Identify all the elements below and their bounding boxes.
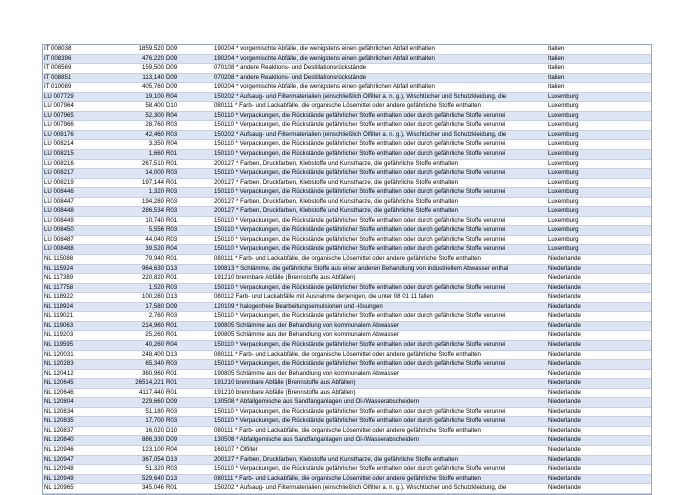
cell-amount: 367,054 <box>141 455 164 463</box>
cell-waste-description: 150110 * Verpackungen, die Rückstände gefährlicher Stoffe enthalten oder durch gefährliche Stoffe verunrei <box>214 216 506 224</box>
cell-waste-description: 150110 * Verpackungen, die Rückstände gefährlicher Stoffe enthalten oder durch gefährliche Stoffe verunrei <box>214 407 506 415</box>
cell-country: Niederlande <box>548 283 581 291</box>
cell-waste-description: 200127 * Farben, Druckfarben, Klebstoffe und Kunstharze, die gefährliche Stoffe enthalten <box>214 207 459 215</box>
table-row <box>43 255 651 265</box>
waste-shipment-table <box>42 44 652 495</box>
cell-notification-id: NL 119063 <box>44 321 74 329</box>
cell-waste-description: 130508 * Abfallgemische aus Sandfanganlagen und Öl-/Wasserabscheidern <box>214 398 420 406</box>
cell-notification-id: NL 120835 <box>44 417 74 425</box>
cell-notification-id: IT 010089 <box>44 83 72 91</box>
cell-country: Niederlande <box>548 274 581 282</box>
table-row <box>43 226 651 236</box>
cell-notification-id: NL 120283 <box>44 360 74 368</box>
cell-waste-description: 200127 * Farben, Druckfarben, Klebstoffe und Kunstharze, die gefährliche Stoffe enthalten <box>214 455 459 463</box>
cell-notification-id: NL 120837 <box>44 426 74 434</box>
cell-waste-description: 200127 * Farben, Druckfarben, Klebstoffe und Kunstharze, die gefährliche Stoffe enthalten <box>214 159 459 167</box>
cell-notification-id: NL 120646 <box>44 388 74 396</box>
table-row <box>43 188 651 198</box>
cell-amount: 113,140 <box>142 73 164 81</box>
cell-treatment-code: R01 <box>166 321 178 329</box>
cell-treatment-code: D13 <box>166 264 178 272</box>
cell-treatment-code: R01 <box>166 150 178 158</box>
cell-country: Luxemburg <box>548 178 579 186</box>
cell-waste-description: 080111 * Farb- und Lackabfälle, die organische Lösemittel oder andere gefährliche Stoffe enthalten <box>214 474 481 482</box>
cell-amount: 42,460 <box>145 130 164 138</box>
cell-notification-id: LU 008447 <box>44 197 74 205</box>
cell-notification-id: IT 008569 <box>44 64 72 72</box>
cell-waste-description: 150110 * Verpackungen, die Rückstände gefährlicher Stoffe enthalten oder durch gefährliche Stoffe verunrei <box>214 312 506 320</box>
cell-notification-id: LU 007965 <box>44 111 74 119</box>
cell-treatment-code: R03 <box>166 417 178 425</box>
cell-waste-description: 150110 * Verpackungen, die Rückstände gefährlicher Stoffe enthalten oder durch gefährliche Stoffe verunrei <box>214 140 506 148</box>
cell-treatment-code: R03 <box>166 465 178 473</box>
table-row <box>43 446 651 456</box>
cell-notification-id: LU 008215 <box>44 150 74 158</box>
cell-amount: 229,660 <box>141 398 164 406</box>
cell-country: Luxemburg <box>548 102 579 110</box>
cell-waste-description: 130508 * Abfallgemische aus Sandfanganlagen und Öl-/Wasserabscheidern <box>214 436 420 444</box>
cell-amount: 267,510 <box>141 159 164 167</box>
cell-country: Niederlande <box>548 465 581 473</box>
cell-notification-id: LU 007964 <box>44 102 74 110</box>
cell-treatment-code: R03 <box>166 235 178 243</box>
cell-amount: 100,280 <box>141 293 164 301</box>
cell-notification-id: LU 008450 <box>44 226 74 234</box>
cell-amount: 197,144 <box>141 178 164 186</box>
cell-waste-description: 200127 * Farben, Druckfarben, Klebstoffe und Kunstharze, die gefährliche Stoffe enthalten <box>214 197 459 205</box>
cell-waste-description: 150110 * Verpackungen, die Rückstände gefährlicher Stoffe enthalten oder durch gefährliche Stoffe verunrei <box>214 169 506 177</box>
table-row <box>43 245 651 255</box>
cell-amount: 2,760 <box>148 312 164 320</box>
cell-amount: 51,320 <box>145 465 164 473</box>
cell-notification-id: LU 008214 <box>44 140 74 148</box>
cell-waste-description: 150202 * Aufsaug- und Filtermaterialien (einschließlich Ölfilter a. n. g.), Wischtücher und Schutzkleidung, die <box>214 484 507 492</box>
table-row <box>43 265 651 275</box>
cell-country: Niederlande <box>548 455 581 463</box>
cell-treatment-code: R03 <box>166 407 178 415</box>
cell-waste-description: 190805 Schlämme aus der Behandlung von kommunalem Abwasser <box>214 321 399 329</box>
table-row <box>43 217 651 227</box>
cell-amount: 52,300 <box>145 111 164 119</box>
table-row <box>43 198 651 208</box>
cell-notification-id: NL 119203 <box>44 331 74 339</box>
cell-amount: 58,400 <box>145 102 164 110</box>
cell-treatment-code: R01 <box>166 216 178 224</box>
table-row <box>43 140 651 150</box>
cell-country: Italien <box>548 83 565 91</box>
cell-treatment-code: R03 <box>166 226 178 234</box>
cell-amount: 3,350 <box>148 140 164 148</box>
cell-waste-description: 150110 * Verpackungen, die Rückstände gefährlicher Stoffe enthalten oder durch gefährliche Stoffe verunrei <box>214 188 506 196</box>
cell-country: Niederlande <box>548 369 581 377</box>
cell-treatment-code: R03 <box>166 207 178 215</box>
cell-treatment-code: R03 <box>166 360 178 368</box>
cell-treatment-code: R04 <box>166 245 178 253</box>
cell-amount: 79,940 <box>145 255 164 263</box>
cell-amount: 25,260 <box>145 331 164 339</box>
cell-waste-description: 150110 * Verpackungen, die Rückstände gefährlicher Stoffe enthalten oder durch gefährliche Stoffe verunrei <box>214 150 506 158</box>
table-row <box>43 55 651 65</box>
cell-notification-id: LU 008487 <box>44 235 74 243</box>
cell-country: Niederlande <box>548 321 581 329</box>
cell-notification-id: NL 117758 <box>44 283 74 291</box>
cell-amount: 886,330 <box>141 436 164 444</box>
table-row <box>43 370 651 380</box>
cell-country: Niederlande <box>548 436 581 444</box>
cell-waste-description: 191210 brennbare Abfälle (Brennstoffe aus Abfällen) <box>214 379 356 387</box>
cell-treatment-code: R01 <box>166 369 178 377</box>
cell-notification-id: NL 120948 <box>44 465 74 473</box>
cell-amount: 10,740 <box>145 216 164 224</box>
cell-treatment-code: R04 <box>166 340 178 348</box>
cell-notification-id: NL 119021 <box>44 312 74 320</box>
table-row <box>43 417 651 427</box>
cell-country: Niederlande <box>548 388 581 396</box>
table-row <box>43 64 651 74</box>
table-row <box>43 274 651 284</box>
cell-treatment-code: R01 <box>166 484 178 492</box>
cell-notification-id: LU 008446 <box>44 188 74 196</box>
cell-waste-description: 070208 * andere Reaktions- und Destillationsrückstände <box>214 73 367 81</box>
table-row <box>43 351 651 361</box>
cell-amount: 214,960 <box>141 321 164 329</box>
cell-treatment-code: R01 <box>166 274 178 282</box>
cell-treatment-code: R01 <box>166 331 178 339</box>
cell-treatment-code: D10 <box>166 102 178 110</box>
cell-notification-id: LU 007966 <box>44 121 74 129</box>
cell-country: Luxemburg <box>548 235 579 243</box>
cell-treatment-code: R03 <box>166 188 178 196</box>
cell-amount: 28,760 <box>145 121 164 129</box>
cell-treatment-code: R01 <box>166 388 178 396</box>
cell-notification-id: NL 120965 <box>44 484 74 492</box>
cell-amount: 26514,221 <box>135 379 164 387</box>
cell-notification-id: NL 120031 <box>44 350 74 358</box>
cell-country: Niederlande <box>548 264 581 272</box>
cell-country: Luxemburg <box>548 216 579 224</box>
table-row <box>43 322 651 332</box>
cell-treatment-code: R04 <box>166 445 178 453</box>
cell-country: Niederlande <box>548 350 581 358</box>
cell-country: Niederlande <box>548 417 581 425</box>
cell-notification-id: NL 118922 <box>44 293 74 301</box>
cell-amount: 1859,520 <box>138 45 164 52</box>
cell-notification-id: NL 118924 <box>44 302 74 310</box>
cell-waste-description: 150202 * Aufsaug- und Filtermaterialien (einschließlich Ölfilter a. n. g.), Wischtücher und Schutzkleidung, die <box>214 92 507 100</box>
table-row <box>43 456 651 466</box>
table-row <box>43 112 651 122</box>
cell-amount: 5,556 <box>148 226 164 234</box>
table-row <box>43 484 651 494</box>
cell-country: Niederlande <box>548 379 581 387</box>
cell-amount: 360,960 <box>141 369 164 377</box>
cell-country: Niederlande <box>548 302 581 310</box>
cell-country: Luxemburg <box>548 226 579 234</box>
cell-treatment-code: D09 <box>166 64 178 72</box>
cell-notification-id: NL 117389 <box>44 274 74 282</box>
cell-waste-description: 150110 * Verpackungen, die Rückstände gefährlicher Stoffe enthalten oder durch gefährliche Stoffe verunrei <box>214 283 506 291</box>
cell-country: Niederlande <box>548 484 581 492</box>
cell-amount: 40,260 <box>145 340 164 348</box>
cell-waste-description: 070108 * andere Reaktions- und Destillationsrückstände <box>214 64 367 72</box>
table-row <box>43 207 651 217</box>
cell-waste-description: 190805 Schlämme aus der Behandlung von kommunalem Abwasser <box>214 369 399 377</box>
cell-waste-description: 191210 brennbare Abfälle (Brennstoffe aus Abfällen) <box>214 388 356 396</box>
cell-country: Luxemburg <box>548 140 579 148</box>
cell-treatment-code: D13 <box>166 350 178 358</box>
table-row <box>43 131 651 141</box>
cell-country: Niederlande <box>548 255 581 263</box>
table-row <box>43 293 651 303</box>
table-row <box>43 360 651 370</box>
cell-treatment-code: R03 <box>166 169 178 177</box>
table-row <box>43 389 651 399</box>
cell-waste-description: 150110 * Verpackungen, die Rückstände gefährlicher Stoffe enthalten oder durch gefährliche Stoffe verunrei <box>214 121 506 129</box>
cell-amount: 964,630 <box>141 264 164 272</box>
cell-notification-id: LU 008449 <box>44 216 74 224</box>
cell-amount: 1,520 <box>148 283 164 291</box>
cell-amount: 405,760 <box>141 83 164 91</box>
cell-country: Italien <box>548 45 565 52</box>
cell-treatment-code: R04 <box>166 92 178 100</box>
cell-country: Luxemburg <box>548 111 579 119</box>
cell-notification-id: LU 008216 <box>44 159 74 167</box>
cell-waste-description: 200127 * Farben, Druckfarben, Klebstoffe und Kunstharze, die gefährliche Stoffe enthalten <box>214 178 459 186</box>
table-row <box>43 160 651 170</box>
cell-amount: 529,640 <box>141 474 164 482</box>
cell-country: Luxemburg <box>548 150 579 158</box>
cell-amount: 1,660 <box>148 150 164 158</box>
cell-notification-id: NL 120645 <box>44 379 74 387</box>
table-row <box>43 45 651 55</box>
cell-amount: 123,100 <box>141 445 164 453</box>
cell-amount: 159,500 <box>141 64 164 72</box>
cell-notification-id: NL 120949 <box>44 474 74 482</box>
cell-treatment-code: D09 <box>166 436 178 444</box>
cell-treatment-code: R01 <box>166 178 178 186</box>
cell-amount: 194,280 <box>141 197 164 205</box>
cell-treatment-code: D13 <box>166 474 178 482</box>
cell-waste-description: 150110 * Verpackungen, die Rückstände gefährlicher Stoffe enthalten oder durch gefährliche Stoffe verunrei <box>214 465 506 473</box>
table-row <box>43 475 651 485</box>
cell-amount: 1,320 <box>148 188 164 196</box>
cell-waste-description: 150110 * Verpackungen, die Rückstände gefährlicher Stoffe enthalten oder durch gefährliche Stoffe verunrei <box>214 111 506 119</box>
table-row <box>43 436 651 446</box>
table-row <box>43 236 651 246</box>
cell-amount: 286,534 <box>141 207 164 215</box>
cell-waste-description: 190805 Schlämme aus der Behandlung von kommunalem Abwasser <box>214 331 399 339</box>
table-row <box>43 379 651 389</box>
cell-notification-id: NL 120946 <box>44 445 74 453</box>
cell-treatment-code: R03 <box>166 197 178 205</box>
table-row <box>43 169 651 179</box>
table-row <box>43 179 651 189</box>
cell-waste-description: 080111 * Farb- und Lackabfälle, die organische Lösemittel oder andere gefährliche Stoffe enthalten <box>214 255 481 263</box>
cell-treatment-code: D09 <box>166 302 178 310</box>
cell-treatment-code: D13 <box>166 455 178 463</box>
cell-country: Niederlande <box>548 331 581 339</box>
cell-treatment-code: R01 <box>166 379 178 387</box>
table-row <box>43 303 651 313</box>
cell-treatment-code: R03 <box>166 121 178 129</box>
cell-amount: 476,220 <box>141 54 164 62</box>
cell-country: Niederlande <box>548 407 581 415</box>
cell-country: Niederlande <box>548 312 581 320</box>
cell-notification-id: NL 120804 <box>44 398 74 406</box>
cell-country: Italien <box>548 64 565 72</box>
cell-country: Niederlande <box>548 360 581 368</box>
cell-country: Luxemburg <box>548 197 579 205</box>
table-row <box>43 312 651 322</box>
cell-amount: 65,340 <box>145 360 164 368</box>
cell-treatment-code: D10 <box>166 426 178 434</box>
cell-amount: 17,580 <box>145 302 164 310</box>
cell-waste-description: 080111 * Farb- und Lackabfälle, die organische Lösemittel oder andere gefährliche Stoffe enthalten <box>214 426 481 434</box>
cell-treatment-code: R03 <box>166 283 178 291</box>
table-row <box>43 83 651 93</box>
cell-country: Italien <box>548 54 565 62</box>
cell-treatment-code: R04 <box>166 140 178 148</box>
table-row <box>43 331 651 341</box>
cell-waste-description: 150110 * Verpackungen, die Rückstände gefährlicher Stoffe enthalten oder durch gefährliche Stoffe verunrei <box>214 417 506 425</box>
cell-treatment-code: R01 <box>166 159 178 167</box>
cell-notification-id: IT 008396 <box>44 54 72 62</box>
cell-treatment-code: D09 <box>166 398 178 406</box>
table-row <box>43 465 651 475</box>
cell-country: Niederlande <box>548 398 581 406</box>
table-row <box>43 150 651 160</box>
cell-notification-id: LU 008488 <box>44 245 74 253</box>
cell-notification-id: LU 008219 <box>44 178 74 186</box>
table-row <box>43 121 651 131</box>
cell-waste-description: 150110 * Verpackungen, die Rückstände gefährlicher Stoffe enthalten oder durch gefährliche Stoffe verunrei <box>214 340 506 348</box>
cell-waste-description: 150202 * Aufsaug- und Filtermaterialien (einschließlich Ölfilter a. n. g.), Wischtücher und Schutzkleidung, die <box>214 130 507 138</box>
cell-country: Luxemburg <box>548 245 579 253</box>
cell-treatment-code: R03 <box>166 312 178 320</box>
cell-notification-id: NL 115088 <box>44 255 74 263</box>
cell-notification-id: NL 119595 <box>44 340 74 348</box>
cell-waste-description: 150110 * Verpackungen, die Rückstände gefährlicher Stoffe enthalten oder durch gefährliche Stoffe verunrei <box>214 226 506 234</box>
table-row <box>43 74 651 84</box>
cell-amount: 4117,440 <box>139 388 164 396</box>
cell-country: Luxemburg <box>548 169 579 177</box>
cell-treatment-code: R01 <box>166 255 178 263</box>
cell-waste-description: 120109 * halogenfreie Bearbeitungsemulsionen und -lösungen <box>214 302 383 310</box>
cell-notification-id: LU 008176 <box>44 130 74 138</box>
cell-waste-description: 190204 * vorgemischte Abfälle, die wenigstens einen gefährlichen Abfall enthalten <box>214 45 435 52</box>
cell-country: Luxemburg <box>548 121 579 129</box>
table-row <box>43 398 651 408</box>
cell-amount: 39,520 <box>145 245 164 253</box>
cell-country: Luxemburg <box>548 92 579 100</box>
cell-amount: 220,820 <box>141 274 164 282</box>
cell-treatment-code: R03 <box>166 130 178 138</box>
cell-country: Italien <box>548 73 565 81</box>
cell-treatment-code: D09 <box>166 73 178 81</box>
cell-treatment-code: D09 <box>166 83 178 91</box>
cell-amount: 17,700 <box>145 417 164 425</box>
cell-notification-id: LU 008448 <box>44 207 74 215</box>
cell-amount: 44,040 <box>145 235 164 243</box>
cell-notification-id: NL 120412 <box>44 369 74 377</box>
cell-country: Luxemburg <box>548 188 579 196</box>
cell-amount: 51,180 <box>145 407 164 415</box>
cell-notification-id: NL 120834 <box>44 407 74 415</box>
table-row <box>43 427 651 437</box>
table-row <box>43 341 651 351</box>
cell-country: Niederlande <box>548 474 581 482</box>
cell-waste-description: 190204 * vorgemischte Abfälle, die wenigstens einen gefährlichen Abfall enthalten <box>214 83 435 91</box>
cell-treatment-code: D13 <box>166 293 178 301</box>
table-row <box>43 102 651 112</box>
cell-amount: 16,020 <box>145 426 164 434</box>
cell-waste-description: 190813 * Schlämme, die gefährliche Stoffe aus einer anderen Behandlung von industriellem Abwasser enthal <box>214 264 509 272</box>
cell-waste-description: 080111 * Farb- und Lackabfälle, die organische Lösemittel oder andere gefährliche Stoffe enthalten <box>214 102 481 110</box>
cell-country: Luxemburg <box>548 207 579 215</box>
cell-notification-id: LU 007729 <box>44 92 74 100</box>
cell-treatment-code: D09 <box>166 54 178 62</box>
cell-country: Niederlande <box>548 445 581 453</box>
cell-notification-id: LU 008217 <box>44 169 74 177</box>
cell-notification-id: IT 008851 <box>44 73 72 81</box>
cell-waste-description: 150110 * Verpackungen, die Rückstände gefährlicher Stoffe enthalten oder durch gefährliche Stoffe verunrei <box>214 360 506 368</box>
cell-amount: 19,100 <box>145 92 164 100</box>
cell-country: Niederlande <box>548 293 581 301</box>
cell-notification-id: IT 008038 <box>44 45 72 52</box>
table-row <box>43 93 651 103</box>
cell-country: Niederlande <box>548 426 581 434</box>
cell-waste-description: 160107 * Ölfilter <box>214 445 258 453</box>
cell-waste-description: 080111 * Farb- und Lackabfälle, die organische Lösemittel oder andere gefährliche Stoffe enthalten <box>214 350 481 358</box>
cell-amount: 345,046 <box>141 484 164 492</box>
cell-waste-description: 190204 * vorgemischte Abfälle, die wenigstens einen gefährlichen Abfall enthalten <box>214 54 435 62</box>
cell-waste-description: 080112 Farb- und Lackabfälle mit Ausnahme derjenigen, die unter 08 01 11 fallen <box>214 293 434 301</box>
cell-treatment-code: R04 <box>166 111 178 119</box>
cell-amount: 14,000 <box>145 169 164 177</box>
cell-notification-id: NL 115924 <box>44 264 74 272</box>
cell-country: Luxemburg <box>548 130 579 138</box>
cell-waste-description: 191210 brennbare Abfälle (Brennstoffe aus Abfällen) <box>214 274 356 282</box>
table-row <box>43 408 651 418</box>
cell-waste-description: 150110 * Verpackungen, die Rückstände gefährlicher Stoffe enthalten oder durch gefährliche Stoffe verunrei <box>214 235 506 243</box>
cell-country: Niederlande <box>548 340 581 348</box>
cell-notification-id: NL 120947 <box>44 455 74 463</box>
cell-amount: 248,400 <box>141 350 164 358</box>
cell-waste-description: 150110 * Verpackungen, die Rückstände gefährlicher Stoffe enthalten oder durch gefährliche Stoffe verunrei <box>214 245 506 253</box>
cell-country: Luxemburg <box>548 159 579 167</box>
cell-treatment-code: D09 <box>166 45 178 52</box>
cell-notification-id: NL 120840 <box>44 436 74 444</box>
table-row <box>43 284 651 294</box>
